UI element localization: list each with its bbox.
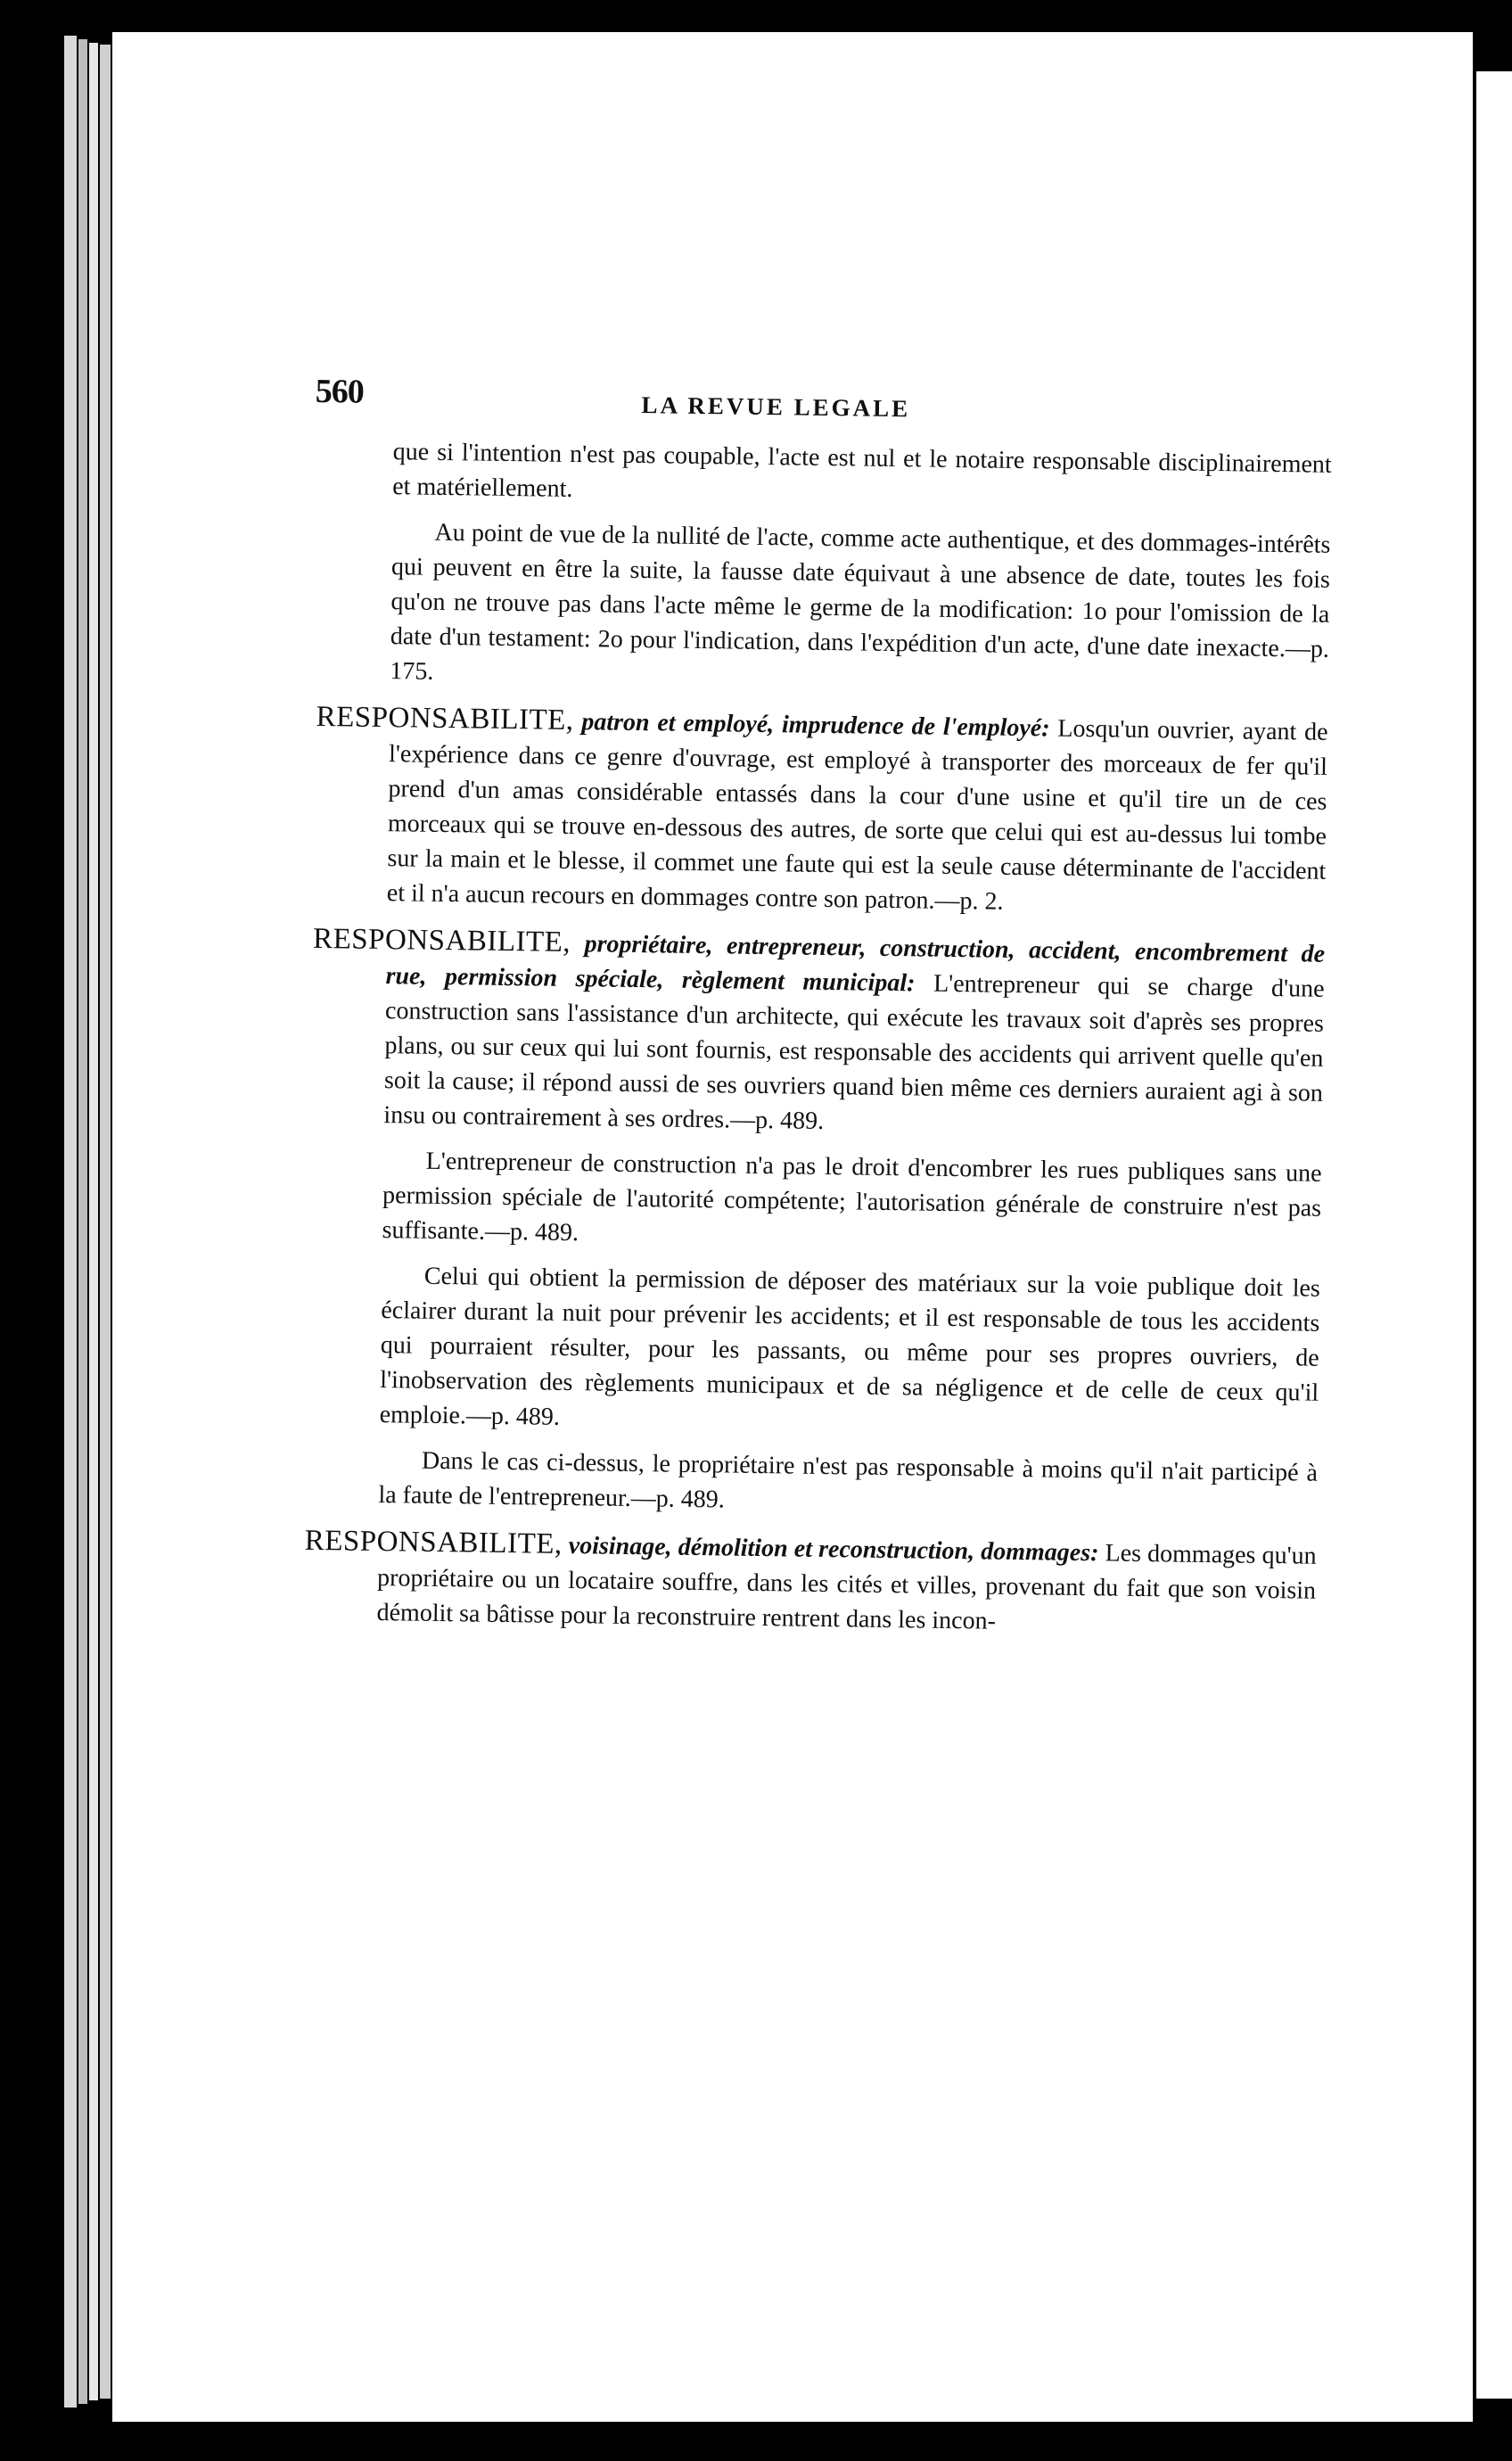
page-content xyxy=(303,374,1333,1643)
entry-paragraph: Dans le cas ci-dessus, le propriétaire n'est pas responsable à moins qu'il n'ait participé à la faute de l'entrepreneur.—p. 489. xyxy=(378,1446,1319,1514)
entry-paragraph: L'entrepreneur de construction n'a pas le droit d'encombrer les rues publiques sans une permission spéciale de l'autorité compétente; l'autorisation générale de construire n'est pas suffisante.—p. 489. xyxy=(382,1147,1322,1247)
entry-heading: RESPONSABILITE, xyxy=(304,1524,563,1560)
paragraph-continued: que si l'intention n'est pas coupable, l'acte est nul et le notaire responsable disciplinairement et matériellement. xyxy=(392,438,1332,503)
page-stack-edge xyxy=(78,39,87,2404)
page-stack-edge xyxy=(89,43,98,2400)
page-number: 560 xyxy=(315,372,365,411)
entry-text: Losqu'un ouvrier, ayant de l'expérience dans ce genre d'ouvrage, est employé à transporter des morceaux de fer qu'il prend d'un amas considérable entassés dans la cour d'une usine et qu'il tire un de ces morceaux qui se trouve en-dessous des autres, de sorte que celui qui est au-dessus lui tombe sur la main et le blesse, il commet une faute qui est la seule cause déterminante de l'accident et il n'a aucun recours en dommages contre son patron.—p. 2. xyxy=(386,714,1328,916)
running-title: LA REVUE LEGALE xyxy=(641,391,911,423)
page-stack-edge xyxy=(100,45,111,2399)
entry-qualifiers: patron et employé, imprudence de l'employé: xyxy=(581,708,1050,743)
index-entry xyxy=(310,922,1325,1146)
index-entry xyxy=(314,700,1328,924)
entry-heading: RESPONSABILITE, xyxy=(312,922,571,959)
entry-heading: RESPONSABILITE, xyxy=(316,700,574,737)
entry-paragraph: Celui qui obtient la permission de déposer des matériaux sur la voie publique doit les éclairer durant la nuit pour prévenir les accidents; et il est responsable de tous les accidents qui pourraient résulter, pour les passants, ou même pour ses propres ouvriers, de l'inobservation des règlements municipaux et de sa négligence et de celle de ceux qu'il emploie.—p. 489. xyxy=(379,1262,1321,1431)
paragraph: Au point de vue de la nullité de l'acte, comme acte authentique, et des dommages-intérêts qui peuvent en être la suite, la fausse date équivaut à une absence de date, toutes les fois qu'on ne trouve pas dans l'acte même le germe de la modification: 1o pour l'omission de la date d'un testament: 2o pour l'indication, dans l'expédition d'un acte, d'une date inexacte.—p. 175. xyxy=(390,518,1331,686)
index-entry xyxy=(303,1524,1317,1643)
page-stack-edge xyxy=(64,36,77,2408)
facing-page-edge xyxy=(1476,71,1512,2399)
entry-qualifiers: voisinage, démolition et reconstruction, dommages: xyxy=(568,1532,1099,1568)
entry-text: Les dommages qu'un propriétaire ou un locataire souffre, dans les cités et villes, provenant du fait que son voisin démolit sa bâtisse pour la reconstruire rentrent dans les incon- xyxy=(376,1539,1317,1635)
entry-qualifiers: propriétaire, entrepreneur, construction, accident, encombrement de rue, permission spéciale, règlement municipal: xyxy=(385,930,1326,998)
entry-text: L'entrepreneur qui se charge d'une construction sans l'assistance d'un architecte, qui exécute les travaux soit d'après ses propres plans, ou sur ceux qui lui sont fournis, est responsable des accidents qui arrivent quelle qu'en soit la cause; il répond aussi de ses ouvriers quand bien même ces derniers auraient agi à son insu ou contrairement à ses ordres.—p. 489. xyxy=(383,969,1325,1135)
